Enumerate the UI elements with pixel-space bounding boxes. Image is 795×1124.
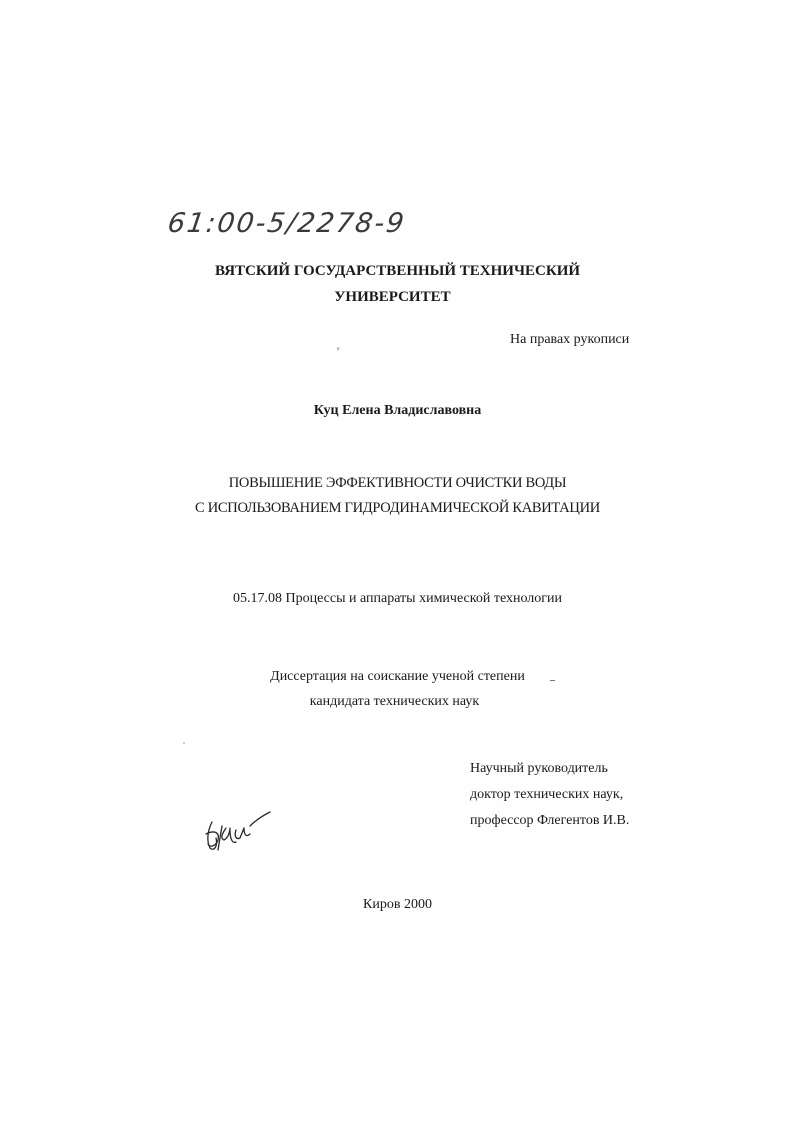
author-signature	[200, 800, 280, 860]
supervisor-line2: доктор технических наук,	[470, 787, 624, 802]
scan-speck: ᵉ	[337, 345, 340, 356]
dissertation-title-line1: ПОВЫШЕНИЕ ЭФФЕКТИВНОСТИ ОЧИСТКИ ВОДЫ	[228, 475, 567, 491]
supervisor-line3: профессор Флегентов И.В.	[470, 813, 630, 828]
supervisor-block	[470, 756, 629, 834]
degree-statement	[0, 664, 795, 714]
degree-statement-line1: Диссертация на соискание ученой степени	[270, 669, 525, 684]
dissertation-title-line2: С ИСПОЛЬЗОВАНИЕМ ГИДРОДИНАМИЧЕСКОЙ КАВИТАЦИИ	[195, 500, 600, 516]
author-name: Куц Елена Владиславовна	[313, 403, 482, 418]
rights-note: На правах рукописи	[510, 332, 630, 347]
university-name-line2: УНИВЕРСИТЕТ	[334, 289, 451, 305]
university-name-line1: ВЯТСКИЙ ГОСУДАРСТВЕННЫЙ ТЕХНИЧЕСКИЙ	[214, 263, 581, 279]
dissertation-title	[0, 471, 795, 521]
scan-dot	[183, 742, 185, 744]
handwritten-archive-number: 61:00-5/2278-9	[165, 208, 408, 239]
degree-statement-line2: кандидата технических наук	[309, 694, 480, 709]
city-year: Киров 2000	[363, 897, 432, 912]
scan-mark	[550, 680, 555, 681]
specialty-code: 05.17.08 Процессы и аппараты химической технологии	[232, 591, 562, 606]
university-name	[0, 258, 795, 310]
supervisor-line1: Научный руководитель	[470, 761, 608, 776]
